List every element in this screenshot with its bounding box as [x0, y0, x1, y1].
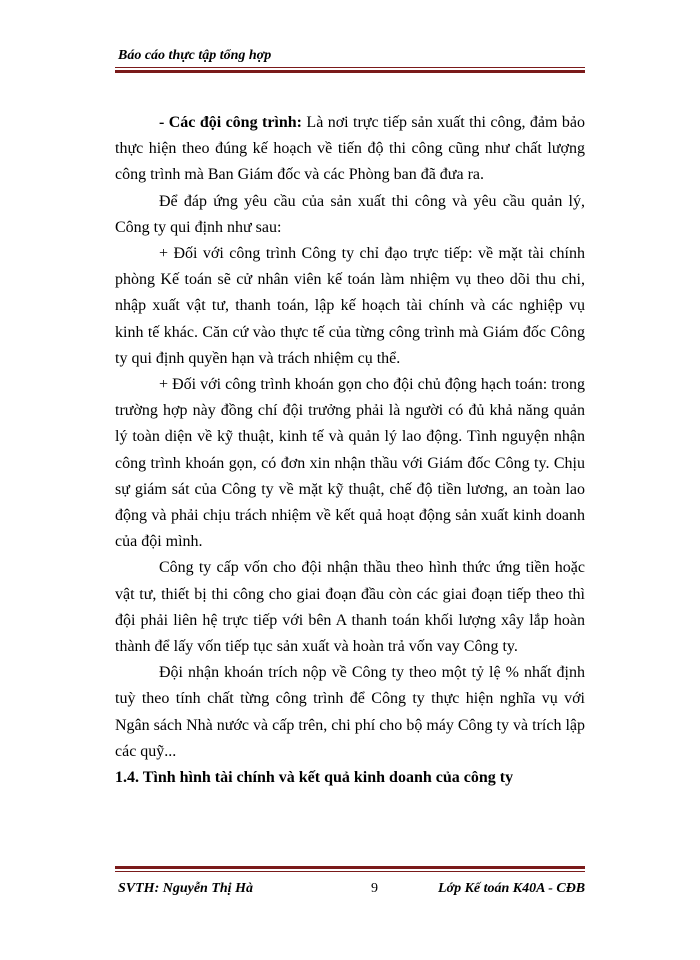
paragraph-capital-allocation: Công ty cấp vốn cho đội nhận thầu theo hình thức ứng tiền hoặc vật tư, thiết bị thi công cho giai đoạn đầu còn các giai đoạn tiếp theo thì đội phải liên hệ trực tiếp với bên A thanh toán khối lượng xây lắp hoàn thành để lấy vốn tiếp tục sản xuất và hoàn trả vốn vay Công ty.: [115, 559, 585, 656]
paragraph-direct-projects: + Đối với công trình Công ty chỉ đạo trực tiếp: về mặt tài chính phòng Kế toán sẽ cử nhân viên kế toán làm nhiệm vụ theo dõi thu chi, nhập xuất vật tư, thanh toán, lập kế hoạch tài chính và các nghiệp vụ kinh tế khác. Căn cứ vào thực tế của từng công trình mà Giám đốc Công ty qui định quyền hạn và trách nhiệm cụ thể.: [115, 245, 585, 367]
page-number: 9: [371, 881, 378, 896]
footer-author: SVTH: Nguyễn Thị Hà: [118, 881, 253, 896]
footer-class-name: Lớp Kế toán K40A - CĐB: [438, 881, 586, 896]
page-header-title: Báo cáo thực tập tổng hợp: [118, 48, 272, 63]
section-heading: 1.4. Tình hình tài chính và kết quả kinh doanh của công ty: [115, 769, 514, 787]
header-rule-thick: [115, 70, 585, 73]
paragraph-lead-bold: - Các đội công trình:: [159, 114, 302, 131]
footer-rule-thin: [115, 871, 585, 872]
paragraph-text: Là nơi trực tiếp sản xuất thi công, đảm bảo thực hiện theo đúng kế hoạch về tiến độ thi công cũng như chất lượng công trình mà Ban Giám đốc và các Phòng ban đã đưa ra.: [115, 114, 585, 184]
paragraph-construction-teams: [115, 110, 585, 189]
footer-rule-thick: [115, 866, 585, 869]
document-body: [115, 110, 585, 791]
header-rule-thin: [115, 67, 585, 68]
paragraph-requirements: Để đáp ứng yêu cầu của sản xuất thi công và yêu cầu quản lý, Công ty qui định như sau:: [115, 192, 585, 236]
paragraph-contracted-projects: + Đối với công trình khoán gọn cho đội chủ động hạch toán: trong trường hợp này đồng chí đội trưởng phải là người có đủ khả năng quản lý toàn diện về kỹ thuật, kinh tế và quản lý lao động. Tình nguyện nhận công trình khoán gọn, có đơn xin nhận thầu với Giám đốc Công ty. Chịu sự giám sát của Công ty về mặt kỹ thuật, chế độ tiền lương, an toàn lao động và phải chịu trách nhiệm về kết quả hoạt động sản xuất kinh doanh của đội mình.: [115, 376, 585, 551]
paragraph-contributions: Đội nhận khoán trích nộp về Công ty theo một tỷ lệ % nhất định tuỳ theo tính chất từng công trình để Công ty thực hiện nghĩa vụ với Ngân sách Nhà nước và cấp trên, chi phí cho bộ máy Công ty và trích lập các quỹ...: [115, 664, 585, 760]
